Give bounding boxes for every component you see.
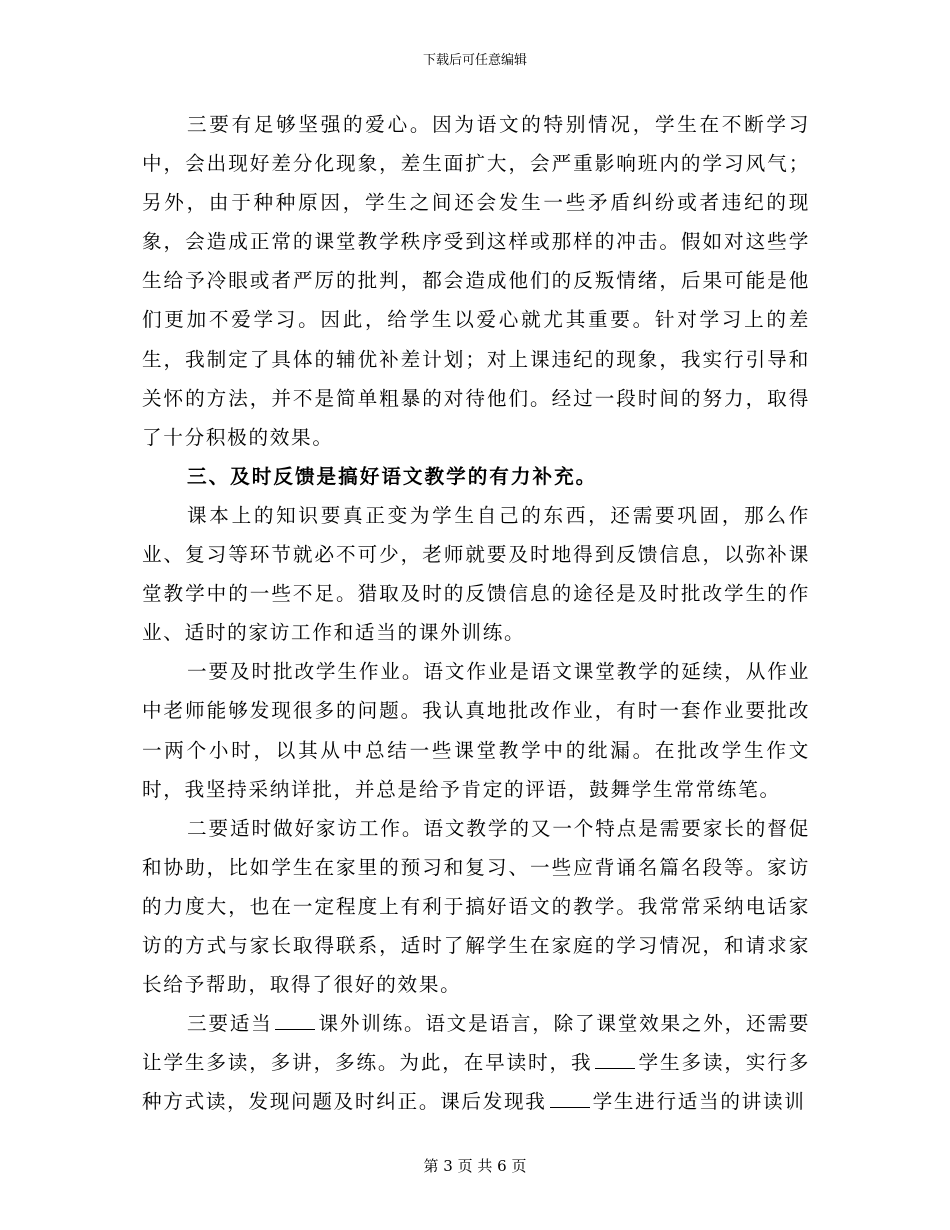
paragraph-homework: 一要及时批改学生作业。语文作业是语文课堂教学的延续，从作业中老师能够发现很多的问题。我认真地批改作业，有时一套作业要批改一两个小时，以其从中总结一些课堂教学中的纰漏。在批改学生作文时，我坚持采纳详批，并总是给予肯定的评语，鼓舞学生常常练笔。 <box>142 660 810 801</box>
fill-in-blank <box>550 1087 590 1108</box>
page-header: 下载后可任意编辑 <box>422 53 527 68</box>
paragraph-extracurricular <box>142 1004 810 1121</box>
paragraph-home-visit: 二要适时做好家访工作。语文教学的又一个特点是需要家长的督促和协助，比如学生在家里的预习和复习、一些应背诵名篇名段等。家访的力度大，也在一定程度上有利于搞好语文的教学。我常常采纳电话家访的方式与家长取得联系，适时了解学生在家庭的学习情况，和请求家长给予帮助，取得了很好的效果。 <box>142 816 810 997</box>
fill-in-blank <box>595 1048 635 1069</box>
text-segment: 学生多读，实行多种方式读，发现问题及时纠正。课后发现我 <box>142 1051 810 1114</box>
page-number: 第 3 页 共 6 页 <box>423 1157 527 1175</box>
fill-in-blank <box>275 1009 315 1030</box>
paragraph-feedback-intro: 课本上的知识要真正变为学生自己的东西，还需要巩固，那么作业、复习等环节就必不可少，老师就要及时地得到反馈信息，以弥补课堂教学中的一些不足。猎取及时的反馈信息的途径是及时批改学生的作业、适时的家访工作和适当的课外训练。 <box>142 503 810 645</box>
paragraph-love: 三要有足够坚强的爱心。因为语文的特别情况，学生在不断学习中，会出现好差分化现象，差生面扩大，会严重影响班内的学习风气；另外，由于种种原因，学生之间还会发生一些矛盾纠纷或者违纪的现象，会造成正常的课堂教学秩序受到这样或那样的冲击。假如对这些学生给予冷眼或者严厉的批判，都会造成他们的反叛情绪，后果可能是他们更加不爱学习。因此，给学生以爱心就尤其重要。针对学习上的差生，我制定了具体的辅优补差计划；对上课违纪的现象，我实行引导和关怀的方法，并不是简单粗暴的对待他们。经过一段时间的努力，取得了十分积极的效果。 <box>142 113 810 449</box>
text-segment: 课外训练。语文是语言，除了课堂效果之外，还需要让学生多读，多讲，多练。为此，在早读时，我 <box>142 1012 810 1075</box>
section-heading-feedback: 三、及时反馈是搞好语文教学的有力补充。 <box>187 464 598 488</box>
document-body <box>142 105 810 1121</box>
text-segment: 学生进行适当的讲读训 <box>592 1090 806 1114</box>
text-segment: 三要适当 <box>187 1012 273 1036</box>
